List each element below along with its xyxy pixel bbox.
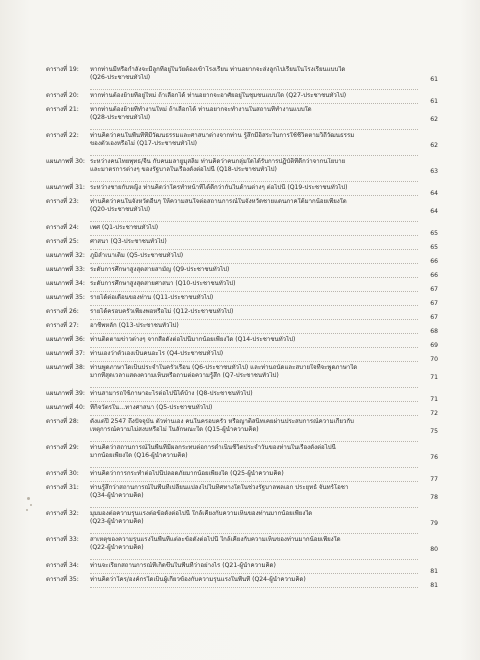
toc-entry: [46, 106, 438, 132]
entry-description-line-1: ที่กิจวัตรใน…ทางศาสนา (Q5-ประชาชนทั่วไป): [90, 404, 213, 411]
row-divider: [90, 305, 418, 306]
page-number: 72: [430, 410, 438, 417]
entry-description-line-1: มุมมองต่อความรุนแรงต่อข้อดังต่อไปนี้ ใกล้เคียงกับความเห็นของท่านมากน้อยเพียงใด: [90, 510, 313, 517]
page-number: 67: [430, 300, 438, 307]
entry-description: [90, 66, 438, 82]
entry-description: [90, 252, 438, 260]
page-number: 66: [430, 258, 438, 265]
entry-label: ตารางที่ 34:: [46, 562, 79, 569]
row-divider: [90, 181, 418, 182]
entry-description: [90, 106, 438, 122]
page-number: 62: [430, 142, 438, 149]
page-number: 67: [430, 286, 438, 293]
entry-label: ตารางที่ 32:: [46, 510, 79, 517]
entry-description-line-1: ท่านคิดว่าสถานการณ์ในพื้นที่มีผลกระทบต่อการดำเนินชีวิตประจำวันของท่านในเรื่องดังต่อไปนี้: [90, 444, 336, 451]
entry-description-line-2: ของตัวเองหรือไม่ (Q17-ประชาชนทั่วไป): [90, 140, 198, 147]
page-number: 63: [430, 168, 438, 175]
toc-entry: [46, 444, 438, 470]
toc-entry: [46, 350, 438, 364]
entry-label: ตารางที่ 25:: [46, 238, 79, 245]
toc-entry: [46, 470, 438, 484]
entry-label: ตารางที่ 30:: [46, 470, 79, 477]
row-divider: [90, 221, 418, 222]
toc-entry: [46, 390, 438, 404]
row-divider: [90, 89, 418, 90]
row-divider: [90, 277, 418, 278]
entry-label: ตารางที่ 19:: [46, 66, 79, 73]
entry-description-line-2: (Q34-ผู้นำความคิด): [90, 492, 144, 499]
row-divider: [90, 235, 418, 236]
entry-description: [90, 470, 438, 478]
row-divider: [90, 467, 418, 468]
entry-description: [90, 510, 438, 526]
toc-entry: [46, 66, 438, 92]
entry-description: [90, 418, 438, 434]
toc-entry: [46, 252, 438, 266]
entry-label: แผนภาพที่ 33:: [46, 266, 85, 273]
entry-label: ตารางที่ 35:: [46, 576, 79, 583]
row-divider: [90, 249, 418, 250]
entry-label: แผนภาพที่ 31:: [46, 184, 85, 191]
entry-description-line-1: ท่านจะเรียกสถานการณ์ที่เกิดขึ้นในพื้นที่ว่าอย่างไร (Q21-ผู้นำความคิด): [90, 562, 276, 569]
entry-description-line-1: ท่านติดตามข่าวต่างๆ จากสื่อดังต่อไปนี้มากน้อยเพียงใด (Q14-ประชาชนทั่วไป): [90, 336, 296, 343]
entry-description-line-1: หากท่านต้องย้ายที่ทำงานใหม่ ถ้าเลือกได้ ท่านอยากจะทำงานในสถานที่ทำงานแบบใด: [90, 106, 312, 113]
scan-speck: [27, 497, 30, 500]
page-number: 77: [430, 476, 438, 483]
page-number: 78: [430, 494, 438, 501]
entry-description: [90, 158, 438, 174]
entry-description-line-1: ท่านเองว่าตัวเองเป็นคนอะไร (Q4-ประชาชนทั่วไป): [90, 350, 224, 357]
entry-description: [90, 404, 438, 412]
entry-description-line-1: เพศ (Q1-ประชาชนทั่วไป): [90, 224, 159, 231]
entry-description-line-2: (Q26-ประชาชนทั่วไป): [90, 74, 151, 81]
row-divider: [90, 361, 418, 362]
row-divider: [90, 507, 418, 508]
page-number: 75: [430, 428, 438, 435]
row-divider: [90, 155, 418, 156]
row-divider: [90, 415, 418, 416]
entry-description: [90, 294, 438, 302]
toc-entry: [46, 404, 438, 418]
entry-label: ตารางที่ 27:: [46, 322, 79, 329]
toc-entry: [46, 562, 438, 576]
row-divider: [90, 573, 418, 574]
toc-entry: [46, 336, 438, 350]
toc-entry: [46, 294, 438, 308]
row-divider: [90, 333, 418, 334]
toc-entry: [46, 322, 438, 336]
toc-entry: [46, 224, 438, 238]
entry-description-line-2: (Q20-ประชาชนทั่วไป): [90, 206, 151, 213]
entry-description: [90, 224, 438, 232]
row-divider: [90, 347, 418, 348]
row-divider: [90, 319, 418, 320]
entry-description: [90, 484, 438, 500]
entry-label: ตารางที่ 23:: [46, 198, 79, 205]
row-divider: [90, 401, 418, 402]
toc-entry: [46, 184, 438, 198]
page-number: 65: [430, 244, 438, 251]
entry-description: [90, 364, 438, 380]
entry-label: ตารางที่ 31:: [46, 484, 79, 491]
entry-description: [90, 92, 438, 100]
entry-label: แผนภาพที่ 36:: [46, 336, 85, 343]
entry-description-line-1: หากท่านต้องย้ายที่อยู่ใหม่ ถ้าเลือกได้ ท่านอยากจะอาศัยอยู่ในชุมชนแบบใด (Q27-ประชาชนทั่วไป): [90, 92, 347, 99]
page-number: 62: [430, 116, 438, 123]
row-divider: [90, 387, 418, 388]
entry-description: [90, 280, 438, 288]
entry-label: ตารางที่ 29:: [46, 444, 79, 451]
page-number: 79: [430, 520, 438, 527]
page-number: 67: [430, 314, 438, 321]
toc-entry: [46, 92, 438, 106]
scan-speck: [26, 509, 28, 511]
entry-description: [90, 562, 438, 570]
entry-description: [90, 266, 438, 274]
page-number: 80: [430, 546, 438, 553]
page-number: 69: [430, 342, 438, 349]
page-number: 71: [430, 396, 438, 403]
entry-description-line-1: ระหว่างชายกับหญิง ท่านคิดว่าใครทำหน้าที่ได้ดีกว่ากันในด้านต่างๆ ต่อไปนี้ (Q19-ประชาชนทั่วไป): [90, 184, 348, 191]
list-of-tables-and-figures: [46, 66, 438, 590]
entry-description-line-1: ระดับการศึกษาสูงสุดสายศาสนา (Q10-ประชาชนทั่วไป): [90, 280, 236, 287]
entry-description-line-1: ภูมิลำเนาเดิม (Q5-ประชาชนทั่วไป): [90, 252, 184, 259]
entry-description-line-1: สาเหตุของความรุนแรงในพื้นที่แต่ละข้อดังต่อไปนี้ ใกล้เคียงกับความเห็นของท่านมากน้อยเพียงใด: [90, 536, 341, 543]
scan-speck: [30, 504, 32, 506]
row-divider: [90, 533, 418, 534]
entry-label: แผนภาพที่ 30:: [46, 158, 85, 165]
toc-entry: [46, 576, 438, 590]
page-number: 64: [430, 208, 438, 215]
entry-description-line-1: ท่านพูดภาษาใดเป็นประจำในครัวเรือน (Q6-ประชาชนทั่วไป) และท่านถนัดและสบายใจที่จะพูดภาษาใด: [90, 364, 358, 371]
entry-description-line-1: หากท่านมีหรือกำลังจะมีลูกที่อยู่ในวัยต้องเข้าโรงเรียน ท่านอยากจะส่งลูกไปเรียนในโรงเรียนแบบใด: [90, 66, 346, 73]
page-number: 81: [430, 582, 438, 589]
entry-label: ตารางที่ 26:: [46, 308, 79, 315]
entry-description: [90, 132, 438, 148]
entry-label: ตารางที่ 22:: [46, 132, 79, 139]
row-divider: [90, 195, 418, 196]
row-divider: [90, 559, 418, 560]
entry-label: ตารางที่ 21:: [46, 106, 79, 113]
entry-description-line-1: อาชีพหลัก (Q13-ประชาชนทั่วไป): [90, 322, 179, 329]
entry-label: ตารางที่ 28:: [46, 418, 79, 425]
entry-description-line-1: ท่านสามารถใช้ภาษาอะไรต่อไปนี้ได้บ้าง (Q8-ประชาชนทั่วไป): [90, 390, 253, 397]
row-divider: [90, 263, 418, 264]
page-number: 65: [430, 230, 438, 237]
row-divider: [90, 291, 418, 292]
entry-description-line-2: (Q28-ประชาชนทั่วไป): [90, 114, 151, 121]
entry-description-line-2: มากที่สุดเวลาแสดงความเห็นหรือถามต่อความรู้สึก (Q7-ประชาชนทั่วไป): [90, 372, 279, 379]
toc-entry: [46, 536, 438, 562]
entry-description: [90, 536, 438, 552]
entry-label: แผนภาพที่ 40:: [46, 404, 85, 411]
toc-entry: [46, 132, 438, 158]
entry-description: [90, 444, 438, 460]
entry-description-line-1: ตั้งแต่ปี 2547 ถึงปัจจุบัน ตัวท่านเอง คนในครอบครัว หรือญาติสนิทเคยผ่านประสบการณ์ความเกี่ยวกับ: [90, 418, 354, 425]
toc-entry: [46, 280, 438, 294]
toc-entry: [46, 198, 438, 224]
entry-description: [90, 322, 438, 330]
page-number: 71: [430, 374, 438, 381]
entry-label: ตารางที่ 33:: [46, 536, 79, 543]
entry-description-line-1: รายได้ต่อเดือนของท่าน (Q11-ประชาชนทั่วไป): [90, 294, 214, 301]
row-divider: [90, 441, 418, 442]
entry-description: [90, 198, 438, 214]
entry-description-line-1: ท่านคิดว่าคนในจังหวัดอื่นๆ ให้ความสนใจต่อสถานการณ์ในจังหวัดชายแดนภาคใต้มากน้อยเพียงใด: [90, 198, 347, 205]
page-number: 64: [430, 190, 438, 197]
toc-entry: [46, 238, 438, 252]
toc-entry: [46, 364, 438, 390]
row-divider: [90, 481, 418, 482]
toc-entry: [46, 308, 438, 322]
entry-description-line-1: ท่านรู้สึกว่าสถานการณ์ในพื้นที่เปลี่ยนแปลงไปในทิศทางใดในช่วงรัฐบาลพลเอก ประยุทธ์ จันทร์โอชา: [90, 484, 349, 491]
entry-description-line-2: และมาตรการต่างๆ ของรัฐบาลในเรื่องดังต่อไปนี้ (Q18-ประชาชนทั่วไป): [90, 166, 277, 173]
entry-description-line-1: ศาสนา (Q3-ประชาชนทั่วไป): [90, 238, 167, 245]
entry-label: ตารางที่ 20:: [46, 92, 79, 99]
page-number: 61: [430, 98, 438, 105]
page-number: 68: [430, 328, 438, 335]
entry-description-line-1: ท่านคิดว่าใคร/องค์กรใดเป็นผู้เกี่ยวข้องกับความรุนแรงในพื้นที่ (Q24-ผู้นำความคิด): [90, 576, 306, 583]
page-number: 70: [430, 356, 438, 363]
entry-description: [90, 576, 438, 584]
page-number: 76: [430, 454, 438, 461]
entry-description: [90, 184, 438, 192]
row-divider: [90, 587, 418, 588]
entry-description-line-1: ท่านคิดว่าคนในพื้นที่ที่มีวัฒนธรรมและศาสนาต่างจากท่าน รู้สึกมีอิสระในการใช้ชีวิตตามวิถีวัฒนธรรม: [90, 132, 355, 139]
row-divider: [90, 103, 418, 104]
entry-description: [90, 336, 438, 344]
entry-description-line-1: ระดับการศึกษาสูงสุดสายสามัญ (Q9-ประชาชนทั่วไป): [90, 266, 230, 273]
page-number: 66: [430, 272, 438, 279]
entry-description: [90, 308, 438, 316]
entry-label: แผนภาพที่ 32:: [46, 252, 85, 259]
entry-description-line-2: เหตุการณ์ความไม่สงบหรือไม่ ในลักษณะใด (Q15-ผู้นำความคิด): [90, 426, 259, 433]
entry-description-line-2: (Q22-ผู้นำความคิด): [90, 544, 144, 551]
entry-description: [90, 390, 438, 398]
page-number: 61: [430, 76, 438, 83]
entry-label: แผนภาพที่ 37:: [46, 350, 85, 357]
toc-entry: [46, 158, 438, 184]
entry-label: แผนภาพที่ 39:: [46, 390, 85, 397]
entry-label: แผนภาพที่ 34:: [46, 280, 85, 287]
entry-label: แผนภาพที่ 38:: [46, 364, 85, 371]
entry-description: [90, 238, 438, 246]
entry-description-line-2: มากน้อยเพียงใด (Q16-ผู้นำความคิด): [90, 452, 188, 459]
toc-entry: [46, 418, 438, 444]
entry-description-line-1: ระหว่างคนไทยพุทธ/จีน กับคนมลายูมุสลิม ท่านคิดว่าคนกลุ่มใดได้รับการปฏิบัติที่ดีกว่าจากนโยบาย: [90, 158, 346, 165]
toc-entry: [46, 266, 438, 280]
entry-description-line-2: (Q23-ผู้นำความคิด): [90, 518, 144, 525]
page-number: 81: [430, 568, 438, 575]
row-divider: [90, 129, 418, 130]
entry-description: [90, 350, 438, 358]
entry-description-line-1: รายได้ครอบครัวเพียงพอหรือไม่ (Q12-ประชาชนทั่วไป): [90, 308, 234, 315]
entry-label: แผนภาพที่ 35:: [46, 294, 85, 301]
toc-entry: [46, 510, 438, 536]
toc-entry: [46, 484, 438, 510]
entry-label: ตารางที่ 24:: [46, 224, 79, 231]
entry-description-line-1: ท่านคิดว่าการกระทำต่อไปนี้ปลอดภัยมากน้อยเพียงใด (Q25-ผู้นำความคิด): [90, 470, 284, 477]
